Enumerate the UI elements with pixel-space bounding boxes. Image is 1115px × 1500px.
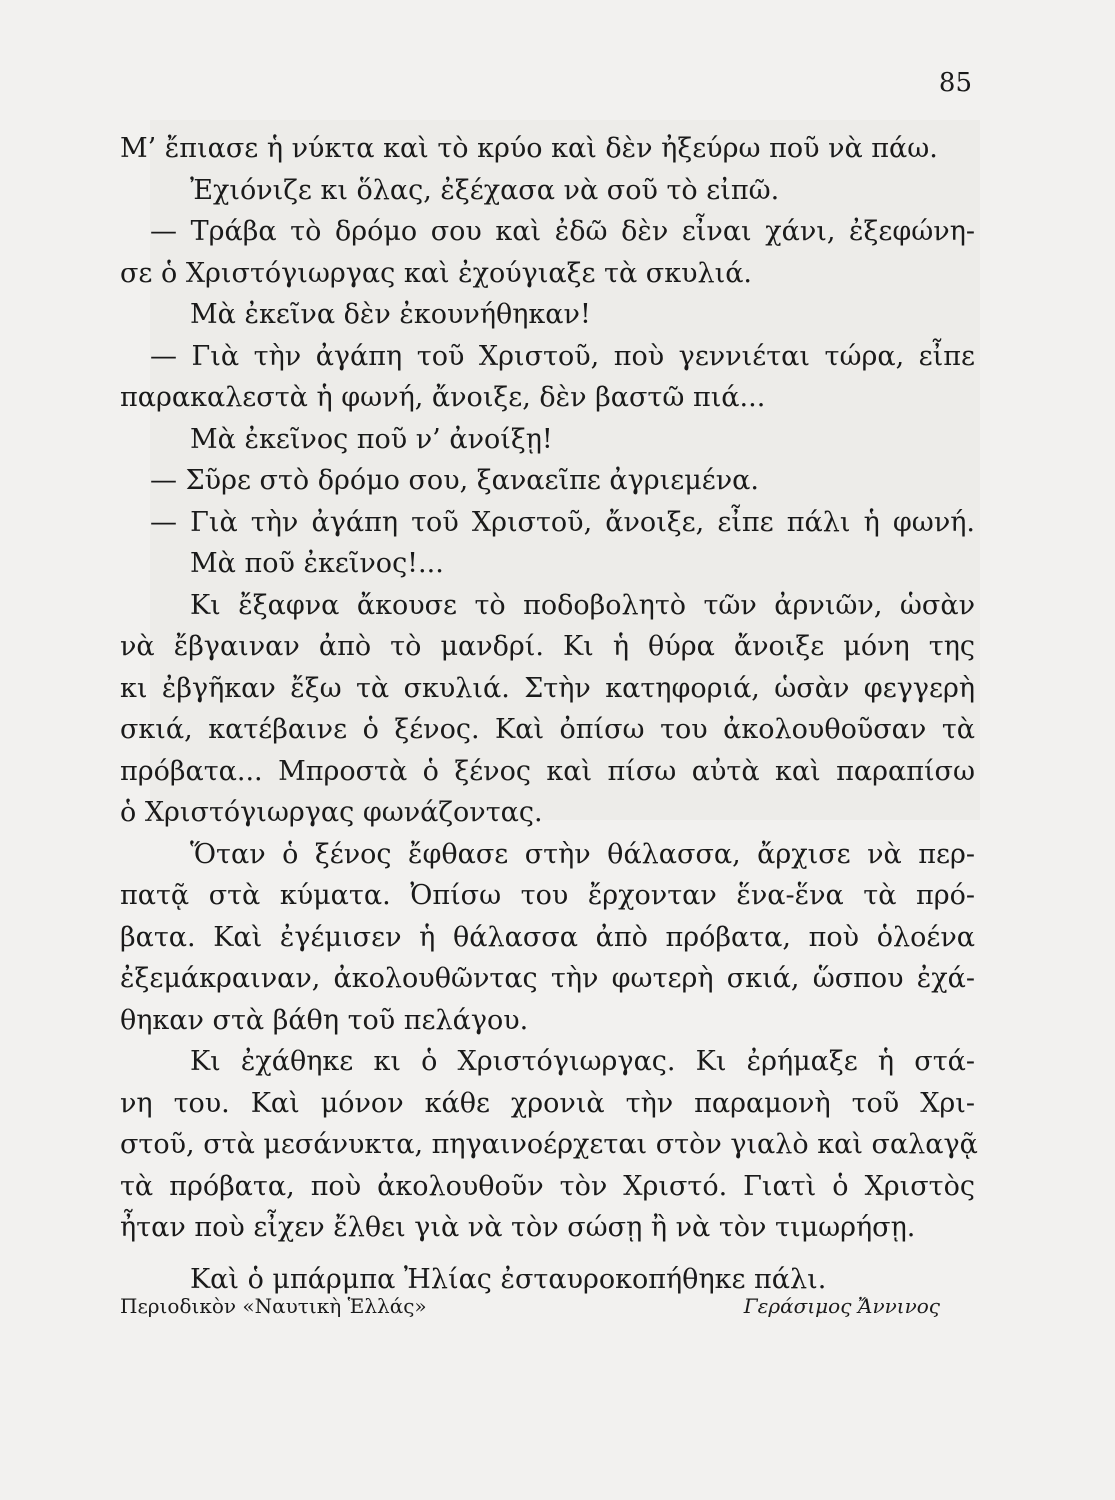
text-line: θηκαν στὰ βάθη τοῦ πελάγου. xyxy=(120,1004,529,1036)
story-text xyxy=(120,128,978,1300)
text-line: ὁ Χριστόγιωργας φωνάζοντας. xyxy=(120,797,543,828)
text-line: σε ὁ Χριστόγιωργας καὶ ἐχούγιαξε τὰ σκυλιά. xyxy=(120,257,753,289)
text-line: σκιά, κατέβαινε ὁ ξένος. Καὶ ὀπίσω του ἀκολουθοῦσαν τὰ xyxy=(120,714,975,745)
text-line: Μ’ ἔπιασε ἡ νύκτα καὶ τὸ κρύο καὶ δὲν ἠξεύρω ποῦ νὰ πάω. xyxy=(120,133,938,164)
text-line: παρακαλεστὰ ἡ φωνή, ἄνοιξε, δὲν βαστῶ πιά... xyxy=(120,382,766,413)
text-line: — Σῦρε στὸ δρόμο σου, ξαναεῖπε ἀγριεμένα. xyxy=(150,465,759,496)
text-line: τὰ πρόβατα, ποὺ ἀκολουθοῦν τὸν Χριστό. Γιατὶ ὁ Χριστὸς xyxy=(120,1170,975,1202)
text-line: πατᾷ στὰ κύματα. Ὀπίσω του ἔρχονταν ἕνα-ἕνα τὰ πρό- xyxy=(120,880,975,911)
text-line: βατα. Καὶ ἐγέμισεν ἡ θάλασσα ἀπὸ πρόβατα, ποὺ ὁλοένα xyxy=(120,921,975,953)
text-line: — Γιὰ τὴν ἀγάπη τοῦ Χριστοῦ, ποὺ γεννιέται τώρα, εἶπε xyxy=(150,340,975,372)
text-line: Ἐχιόνιζε κι ὅλας, ἐξέχασα νὰ σοῦ τὸ εἰπῶ. xyxy=(190,174,780,206)
page-number: 85 xyxy=(938,68,972,98)
attribution xyxy=(120,1294,940,1318)
text-line: ἐξεμάκραιναν, ἀκολουθῶντας τὴν φωτερὴ σκιά, ὥσπου ἐχά- xyxy=(120,963,975,994)
text-line: — Τράβα τὸ δρόμο σου καὶ ἐδῶ δὲν εἶναι χάνι, ἐξεφώνη- xyxy=(150,216,975,247)
text-line: Κι ἐχάθηκε κι ὁ Χριστόγιωργας. Κι ἐρήμαξε ἡ στά- xyxy=(190,1046,975,1077)
text-line: Κι ἔξαφνα ἄκουσε τὸ ποδοβολητὸ τῶν ἀρνιῶν, ὡσὰν xyxy=(190,589,975,621)
text-line: — Γιὰ τὴν ἀγάπη τοῦ Χριστοῦ, ἄνοιξε, εἶπε πάλι ἡ φωνή. xyxy=(150,506,975,538)
text-line: κι ἐβγῆκαν ἔξω τὰ σκυλιά. Στὴν κατηφοριά, ὡσὰν φεγγερὴ xyxy=(120,672,975,704)
text-line: Μὰ ποῦ ἐκεῖνος!... xyxy=(190,548,444,579)
text-line: Ὅταν ὁ ξένος ἔφθασε στὴν θάλασσα, ἄρχισε νὰ περ- xyxy=(190,838,975,870)
text-line: νὰ ἔβγαιναν ἀπὸ τὸ μανδρί. Κι ἡ θύρα ἄνοιξε μόνη της xyxy=(120,631,975,662)
text-line: στοῦ, στὰ μεσάνυκτα, πηγαινοέρχεται στὸν γιαλὸ καὶ σαλαγᾷ xyxy=(120,1129,978,1160)
text-line: πρόβατα... Μπροστὰ ὁ ξένος καὶ πίσω αὐτὰ καὶ παραπίσω xyxy=(120,755,975,787)
source-citation: Περιοδικὸν «Ναυτικὴ Ἑλλάς» xyxy=(120,1294,427,1318)
text-line: νη του. Καὶ μόνον κάθε χρονιὰ τὴν παραμονὴ τοῦ Χρι- xyxy=(120,1087,975,1119)
closing-line: Καὶ ὁ μπάρμπα Ἠλίας ἐσταυροκοπήθηκε πάλι. xyxy=(190,1263,827,1295)
text-line: Μὰ ἐκεῖνος ποῦ ν’ ἀνοίξῃ! xyxy=(190,423,553,455)
paragraph-gap xyxy=(120,1249,975,1259)
text-line: Μὰ ἐκεῖνα δὲν ἐκουνήθηκαν! xyxy=(190,299,591,330)
author-name: Γεράσιμος Ἄννινος xyxy=(743,1294,940,1318)
text-line: ἦταν ποὺ εἶχεν ἔλθει γιὰ νὰ τὸν σώσῃ ἢ νὰ τὸν τιμωρήσῃ. xyxy=(120,1212,916,1243)
